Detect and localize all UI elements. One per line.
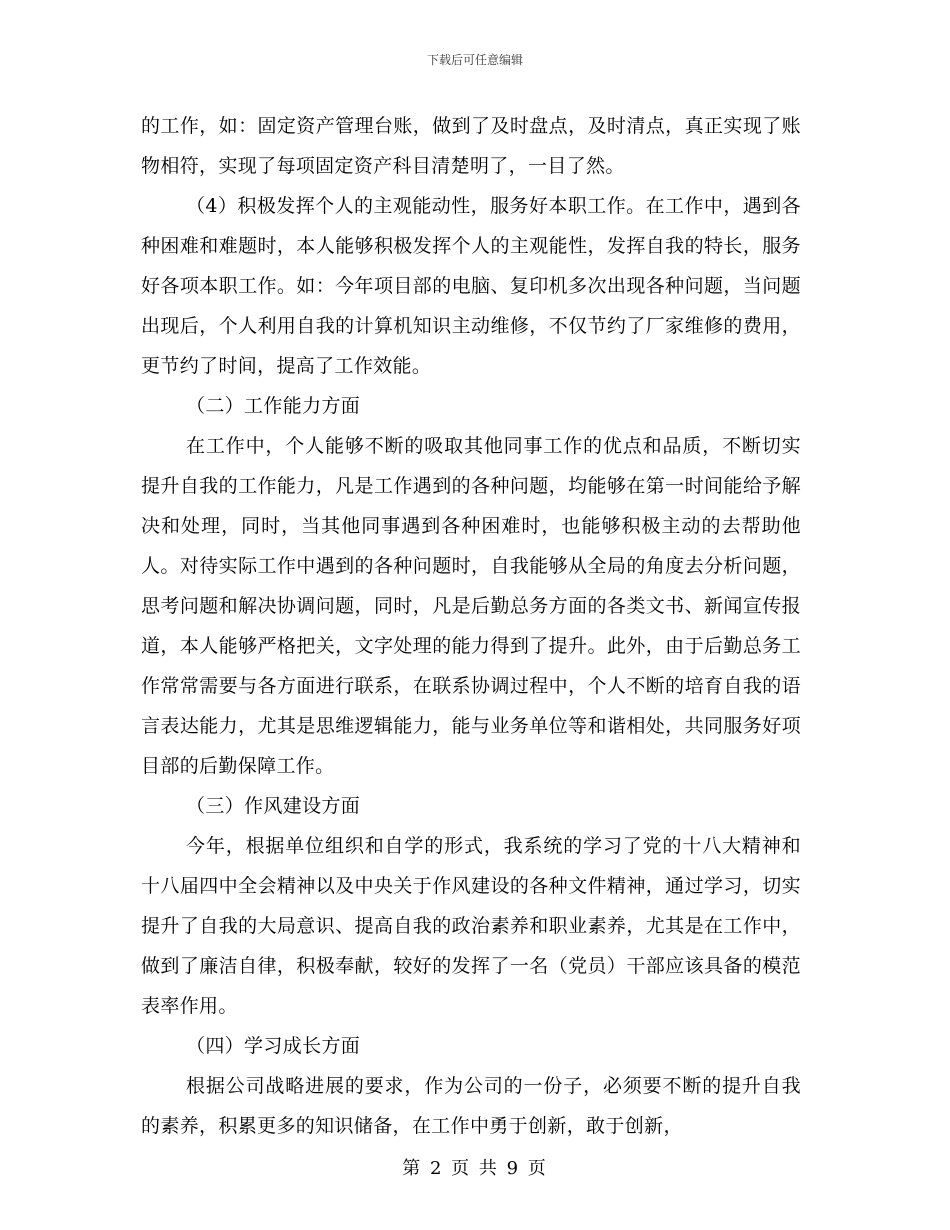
paragraph-continuation: 的工作，如：固定资产管理台账，做到了及时盘点，及时清点，真正实现了账物相符，实现了每项固定资产科目清楚明了，一目了然。 [141,115,801,177]
section-heading-work-style: （三）作风建设方面 [186,795,361,817]
section-heading-work-ability: （二）工作能力方面 [186,395,361,417]
section-heading-learning-growth: （四）学习成长方面 [186,1035,361,1057]
paragraph-work-ability: 在工作中，个人能够不断的吸取其他同事工作的优点和品质，不断切实提升自我的工作能力，凡是工作遇到的各种问题，均能够在第一时间能给予解决和处理，同时，当其他同事遇到各种困难时，也能够积极主动的去帮助他人。对待实际工作中遇到的各种问题时，自我能够从全局的角度去分析问题，思考问题和解决协调问题，同时，凡是后勤总务方面的各类文书、新闻宣传报道，本人能够严格把关，文字处理的能力得到了提升。此外，由于后勤总务工作常常需要与各方面进行联系，在联系协调过程中，个人不断的培育自我的语言表达能力，尤其是思维逻辑能力，能与业务单位等和谐相处，共同服务好项目部的后勤保障工作。 [141,435,801,777]
page-number-footer: 第 2 页 共 9 页 [402,1158,548,1179]
document-body [141,106,801,1146]
paragraph-item-4: （4）积极发挥个人的主观能动性，服务好本职工作。在工作中，遇到各种困难和难题时，本人能够积极发挥个人的主观能性，发挥自我的特长，服务好各项本职工作。如：今年项目部的电脑、复印机多次出现各种问题，当问题出现后，个人利用自我的计算机知识主动维修，不仅节约了厂家维修的费用，更节约了时间，提高了工作效能。 [141,195,801,377]
paragraph-learning-growth: 根据公司战略进展的要求，作为公司的一份子，必须要不断的提升自我的素养，积累更多的知识储备，在工作中勇于创新，敢于创新， [141,1075,801,1137]
page-header: 下载后可任意编辑 [426,53,523,67]
paragraph-work-style: 今年，根据单位组织和自学的形式，我系统的学习了党的十八大精神和十八届四中全会精神以及中央关于作风建设的各种文件精神，通过学习，切实提升了自我的大局意识、提高自我的政治素养和职业素养，尤其是在工作中，做到了廉洁自律，积极奉献，较好的发挥了一名（党员）干部应该具备的模范表率作用。 [141,835,801,1017]
